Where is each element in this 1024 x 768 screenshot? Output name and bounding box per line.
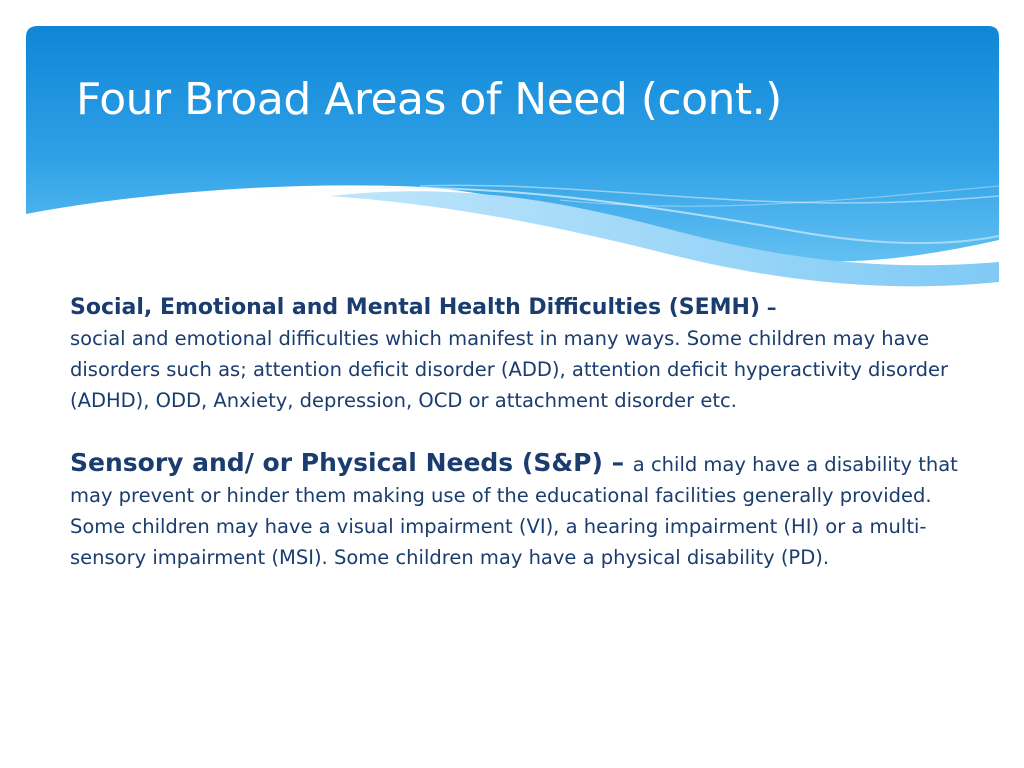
wave-banner-graphic xyxy=(0,0,1024,300)
section-separator: – xyxy=(602,448,633,477)
banner-shape xyxy=(26,26,999,261)
section-heading: Sensory and/ or Physical Needs (S&P) xyxy=(70,448,603,477)
section-sensory-physical xyxy=(70,447,970,573)
section-body: a child may have a disability that may prevent or hinder them making use of the educational facilities generally provided. Some children may have a visual impairment (VI), a hearing impairment (HI) or a multi-sensory impairment (MSI). Some children may have a physical disability (PD). xyxy=(70,453,958,569)
section-separator: – xyxy=(760,296,777,319)
section-heading: Social, Emotional and Mental Health Difficulties (SEMH) xyxy=(70,295,761,320)
section-body: social and emotional difficulties which manifest in many ways. Some children may have disorders such as; attention deficit disorder (ADD), attention deficit hyperactivity disorder (ADHD), ODD, Anxiety, depression, OCD or attachment disorder etc. xyxy=(70,327,949,412)
title-banner xyxy=(0,0,1024,300)
section-semh xyxy=(70,292,970,416)
slide-body xyxy=(70,292,970,573)
slide-title: Four Broad Areas of Need (cont.) xyxy=(76,74,782,125)
